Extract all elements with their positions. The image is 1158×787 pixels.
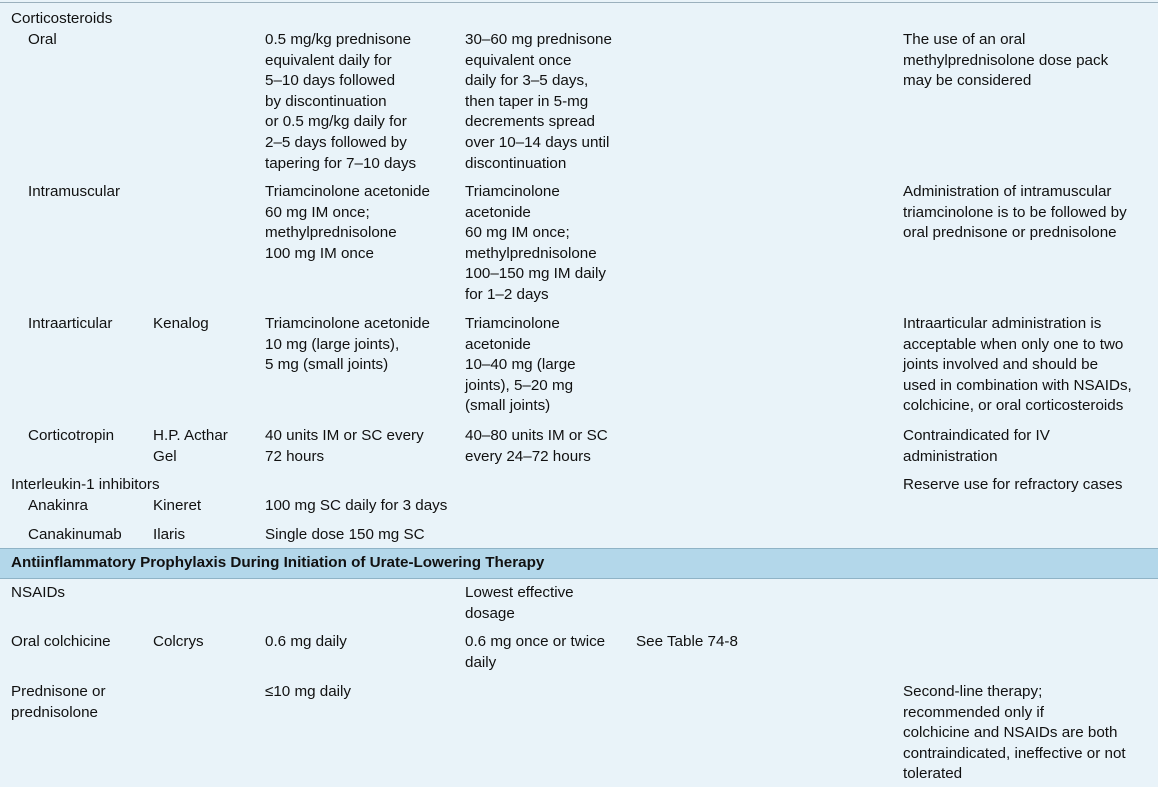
prednisone-comment: Second-line therapy; recommended only if colchicine and NSAIDs are both contraindicated, ineffective or not tolerated bbox=[903, 683, 1126, 783]
drug-nsaids: NSAIDs bbox=[11, 584, 66, 601]
table-top-rule bbox=[0, 2, 1158, 3]
intraarticular-comment: Intraarticular administration is acceptable when only one to two joints involved and should be used in combination with NSAIDs, colchicine, or oral corticosteroids bbox=[903, 315, 1132, 415]
corticotropin-dose-a: 40 units IM or SC every 72 hours bbox=[265, 427, 424, 465]
route-intramuscular: Intramuscular bbox=[28, 183, 121, 200]
il1-comment: Reserve use for refractory cases bbox=[903, 476, 1123, 493]
intramuscular-dose-a: Triamcinolone acetonide 60 mg IM once; methylprednisolone 100 mg IM once bbox=[265, 183, 430, 262]
nsaids-dose-b: Lowest effective dosage bbox=[465, 584, 574, 622]
route-corticotropin: Corticotropin bbox=[28, 427, 115, 444]
drug-oral-colchicine: Oral colchicine bbox=[11, 633, 111, 650]
intramuscular-comment: Administration of intramuscular triamcinolone is to be followed by oral prednisone or prednisolone bbox=[903, 183, 1127, 242]
colchicine-table-ref: See Table 74-8 bbox=[636, 633, 738, 650]
colchicine-dose-a: 0.6 mg daily bbox=[265, 633, 347, 650]
oral-dose-b: 30–60 mg prednisone equivalent once daily for 3–5 days, then taper in 5-mg decrements spread over 10–14 days until discontinuation bbox=[465, 31, 612, 172]
brand-colcrys: Colcrys bbox=[153, 633, 204, 650]
intramuscular-dose-b: Triamcinolone acetonide 60 mg IM once; methylprednisolone 100–150 mg IM daily for 1–2 days bbox=[465, 183, 606, 303]
oral-comment: The use of an oral methylprednisolone dose pack may be considered bbox=[903, 31, 1109, 90]
section-band-prophylaxis bbox=[0, 548, 1158, 579]
brand-kineret: Kineret bbox=[153, 497, 202, 514]
corticotropin-dose-b: 40–80 units IM or SC every 24–72 hours bbox=[465, 427, 608, 465]
colchicine-dose-b: 0.6 mg once or twice daily bbox=[465, 633, 606, 671]
corticotropin-comment: Contraindicated for IV administration bbox=[903, 427, 1050, 465]
drug-anakinra: Anakinra bbox=[28, 497, 88, 514]
brand-acthar: H.P. Acthar Gel bbox=[153, 427, 228, 465]
section-title-prophylaxis: Antiinflammatory Prophylaxis During Initiation of Urate-Lowering Therapy bbox=[11, 554, 545, 571]
section-label-corticosteroids: Corticosteroids bbox=[11, 10, 113, 27]
prednisone-dose-a: ≤10 mg daily bbox=[265, 683, 352, 700]
brand-ilaris: Ilaris bbox=[153, 526, 186, 543]
route-intraarticular: Intraarticular bbox=[28, 315, 113, 332]
brand-kenalog: Kenalog bbox=[153, 315, 209, 332]
route-oral: Oral bbox=[28, 31, 57, 48]
drug-prednisone: Prednisone or prednisolone bbox=[11, 683, 106, 721]
intraarticular-dose-a: Triamcinolone acetonide 10 mg (large joints), 5 mg (small joints) bbox=[265, 315, 430, 374]
canakinumab-dose-a: Single dose 150 mg SC bbox=[265, 526, 425, 543]
anakinra-dose-a: 100 mg SC daily for 3 days bbox=[265, 497, 448, 514]
intraarticular-dose-b: Triamcinolone acetonide 10–40 mg (large joints), 5–20 mg (small joints) bbox=[465, 315, 576, 415]
drug-canakinumab: Canakinumab bbox=[28, 526, 122, 543]
oral-dose-a: 0.5 mg/kg prednisone equivalent daily for 5–10 days followed by discontinuation or 0.5 mg/kg daily for 2–5 days followed by tapering for 7–10 days bbox=[265, 31, 417, 172]
section-label-il1: Interleukin-1 inhibitors bbox=[11, 476, 160, 493]
